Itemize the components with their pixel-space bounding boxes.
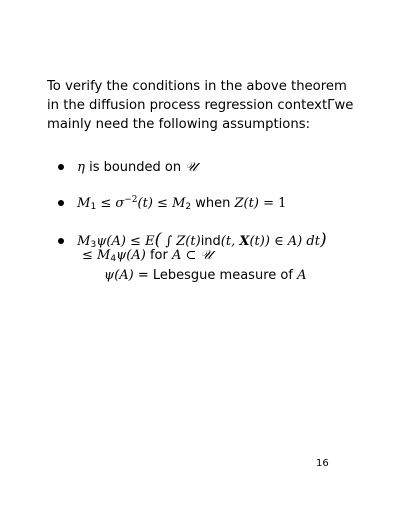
intro-paragraph [47,77,377,134]
intro-line-3: mainly need the following assumptions: [47,117,311,132]
bullet-icon [58,164,64,170]
definition-text: = Lebesgue measure of [137,268,293,283]
math-a-subset-u: A ⊂ 𝒰 [171,248,213,263]
intro-line-2: in the diffusion process regression contextΓwe [47,98,354,113]
assumption-1-text: is bounded on [89,160,182,175]
bullet-icon [58,200,64,206]
bullet-icon [58,238,64,244]
assumption-1 [58,160,197,175]
math-a: A [297,268,307,283]
math-calligraphic-u: 𝒰 [185,160,197,175]
math-psi-a: ψ(A) [104,268,134,283]
assumption-2 [58,195,286,212]
math-z-t: Z(t) [234,196,259,211]
assumption-2-text: when [195,196,231,211]
assumption-3-continuation [82,248,212,264]
math-eta: η [77,160,85,175]
math-m1-sigma-m2: $M_1 \le \sigma^{-2}(t) \le M_2$ [77,195,192,212]
intro-line-1: To verify the conditions in the above theorem [47,79,347,94]
math-m3-psi: $M_3\psi(A) \le E$( ∫ Z(t) [77,230,201,250]
page-number: 16 [316,458,329,469]
assumption-2-condition: = 1 [263,196,287,211]
psi-definition [104,268,306,283]
math-ind: ind [200,234,221,249]
math-m4-psi: ≤ $M_4\psi(A)$ [82,248,146,264]
math-ind-args: (t, X(t)) ∈ A) dt) [220,230,327,250]
assumption-3 [58,230,327,250]
continuation-for: for [149,248,168,263]
